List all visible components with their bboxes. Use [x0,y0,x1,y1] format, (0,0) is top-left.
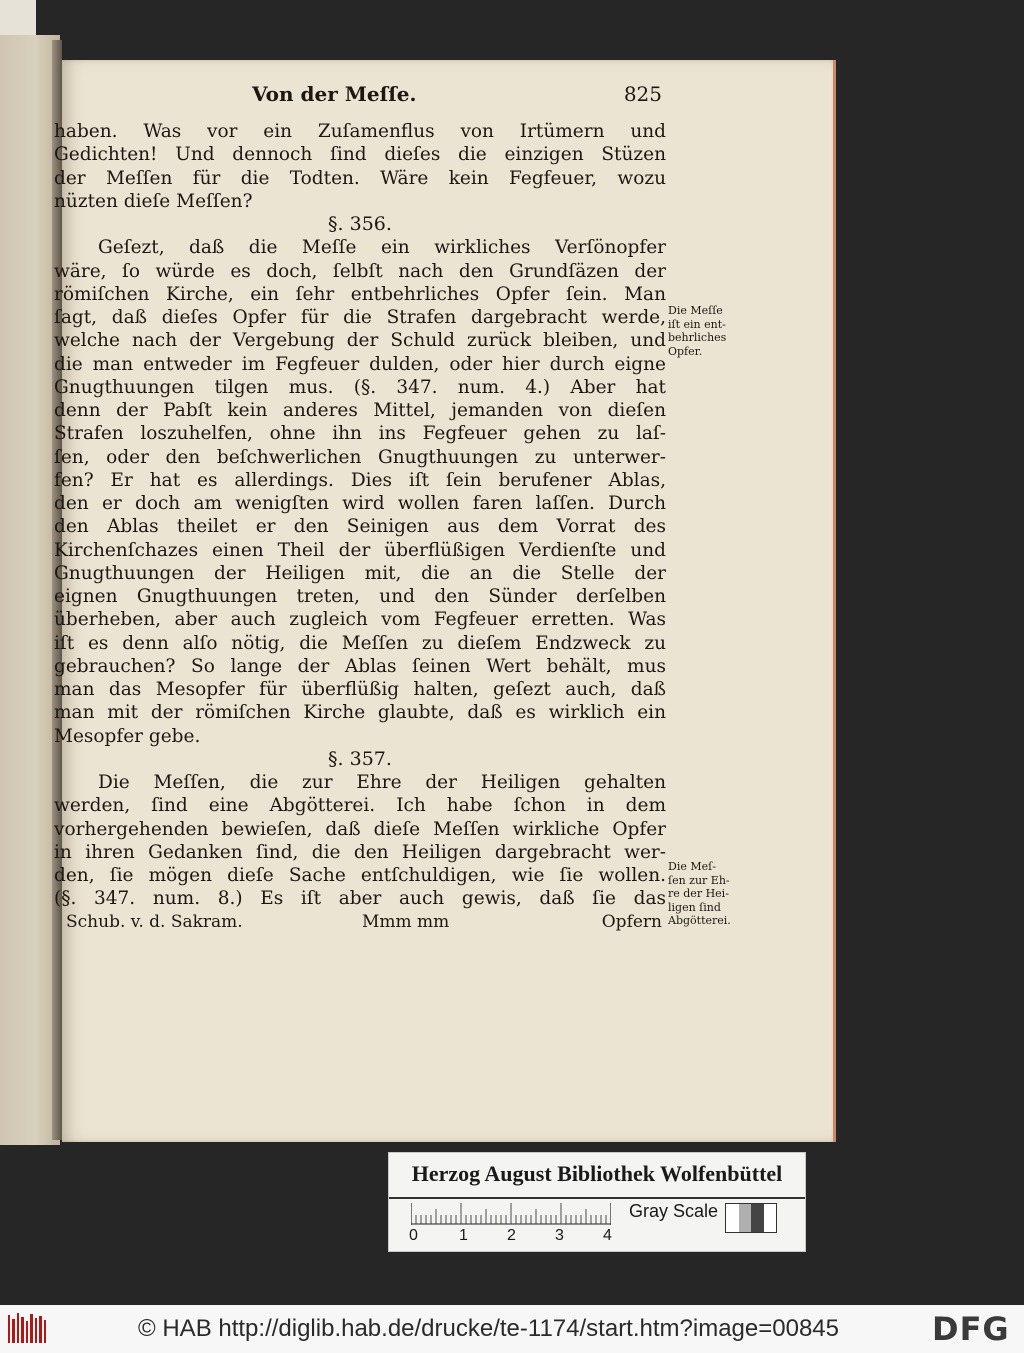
text-line: Kirchenſchazes einen Theil der überflüßigen Verdienſte und [54,539,666,561]
text-line: ſen, oder den beſchwerlichen Gnugthuungen zu unterwer- [54,446,666,468]
dfg-logo: DFG [932,1310,1010,1348]
text-line: den, ſie mögen dieſe Sache entſchuldigen, wie ſie wollen. [54,865,666,886]
text-line: denn der Pabſt kein anderes Mittel, jemanden von dieſen [54,400,666,421]
text-line: in ihren Gedanken ſind, die den Heiligen dargebracht wer- [54,841,666,863]
ruler-scale [411,1203,611,1225]
signature-line [54,911,666,934]
text-line: Gedichten! Und dennoch ſind dieſes die einzigen Stüzen [54,144,666,166]
text-line: (§. 347. num. 8.) Es iſt aber auch gewis, daß ſie das [54,888,666,910]
text-line: man das Mesopfer für überflüßig halten, geſezt auch, daß [54,679,666,700]
text-line: überheben, aber auch zugleich vom Fegfeuer erretten. Was [54,609,666,631]
ruler-number: 3 [555,1227,564,1244]
text-line: die man entweder im Fegfeuer dulden, oder hier durch eigne [54,353,666,375]
page-edge [833,60,836,1142]
margin-line: Die Meſ- [668,860,716,873]
text-line: der Meſſen für die Todten. Wäre kein Fegfeuer, wozu [54,167,666,189]
short-title: Schub. v. d. Sakram. [66,911,243,932]
ruler-number: 2 [507,1227,516,1244]
gray-scale-label: Gray Scale [629,1201,719,1221]
margin-line: re der Hei- [668,887,729,900]
text-line: Strafen loszuhelfen, ohne ihn ins Fegfeuer gehen zu laſ- [54,423,666,445]
text-line: wäre, ſo würde es doch, ſelbſt nach den Grundſäzen der [54,260,666,282]
section-heading: §. 356. [328,213,392,235]
text-line: ſagt, daß dieſes Opfer für die Strafen dargebracht werde, [54,307,666,328]
margin-line: ſen zur Eh- [668,873,730,887]
text-line: gebrauchen? So lange der Ablas ſeinen Wert behält, mus [54,655,666,677]
text-line: man mit der römiſchen Kirche glaubte, daß es wirklich ein [54,702,666,724]
margin-line: iſt ein ent- [668,317,726,331]
margin-note-357 [668,860,756,928]
catchword: Opfern [601,911,662,932]
text-line: werden, ſind eine Abgötterei. Ich habe ſchon in dem [54,795,666,817]
margin-line: Die Meſſe [668,304,723,317]
text-line: Geſezt, daß die Meſſe ein wirkliches Verſönopfer [98,237,666,259]
margin-line: ligen ſind [668,900,721,914]
margin-line: behrliches [668,331,727,344]
text-line: vorhergehenden bewieſen, daß dieſe Meſſen wirkliche Opfer [54,818,666,840]
text-line: welche nach der Vergebung der Schuld zurück bleiben, und [54,330,666,352]
gray-swatch [739,1204,752,1232]
gray-swatch [726,1204,739,1232]
text-line: Gnugthuungen der Heiligen mit, die an die Stelle der [54,562,666,584]
hab-barcode-logo-icon [6,1311,48,1347]
section-heading: §. 357. [328,747,392,770]
text-line: nüzten dieſe Meſſen? [54,190,253,212]
gray-swatch [751,1204,764,1232]
ruler-number: 1 [459,1227,468,1244]
text-line: haben. Was vor ein Zuſamenflus von Irtümern und [54,121,666,142]
viewer-footer [0,1305,1024,1353]
ruler-numbers [409,1227,629,1247]
margin-line: Opfer. [668,344,703,358]
page-body [54,120,666,934]
gray-swatch [764,1204,777,1232]
ruler-number: 4 [603,1227,612,1244]
text-line: iſt es denn alſo nötig, die Meſſen zu dieſem Endzweck zu [54,632,666,654]
text-line: den er doch am wenigſten wird wollen faren laſſen. Durch [54,493,666,514]
card-title: Herzog August Bibliothek Wolfenbüttel [389,1161,805,1199]
text-line: den Ablas theilet er den Seinigen aus dem Vorrat des [54,516,666,538]
text-line: eignen Gnugthuungen treten, und den Sünder derſelben [54,586,666,607]
copyright-url-text[interactable]: © HAB http://diglib.hab.de/drucke/te-1174/start.htm?image=00845 [138,1315,839,1342]
signature-mark: Mmm mm [362,911,450,932]
page-number: 825 [623,82,662,106]
text-line: fen? Er hat es allerdings. Dies iſt ſein berufener Ablas, [54,469,666,491]
running-title: Von der Meſſe. [252,82,417,106]
text-line: Mesopfer gebe. [54,725,201,747]
text-line: römiſchen Kirche, ein ſehr entbehrliches Opfer ſein. Man [54,283,666,305]
text-line: Die Meſſen, die zur Ehre der Heiligen gehalten [98,772,666,793]
margin-note-356 [668,304,756,358]
gray-scale-swatches [725,1203,777,1233]
left-page-edge [0,35,60,1145]
running-header [54,82,666,110]
text-line: Gnugthuungen tilgen mus. (§. 347. num. 4.) Aber hat [54,376,666,398]
ruler-number: 0 [409,1227,418,1244]
margin-line: Abgötterei. [668,914,731,927]
color-reference-card [388,1152,806,1252]
